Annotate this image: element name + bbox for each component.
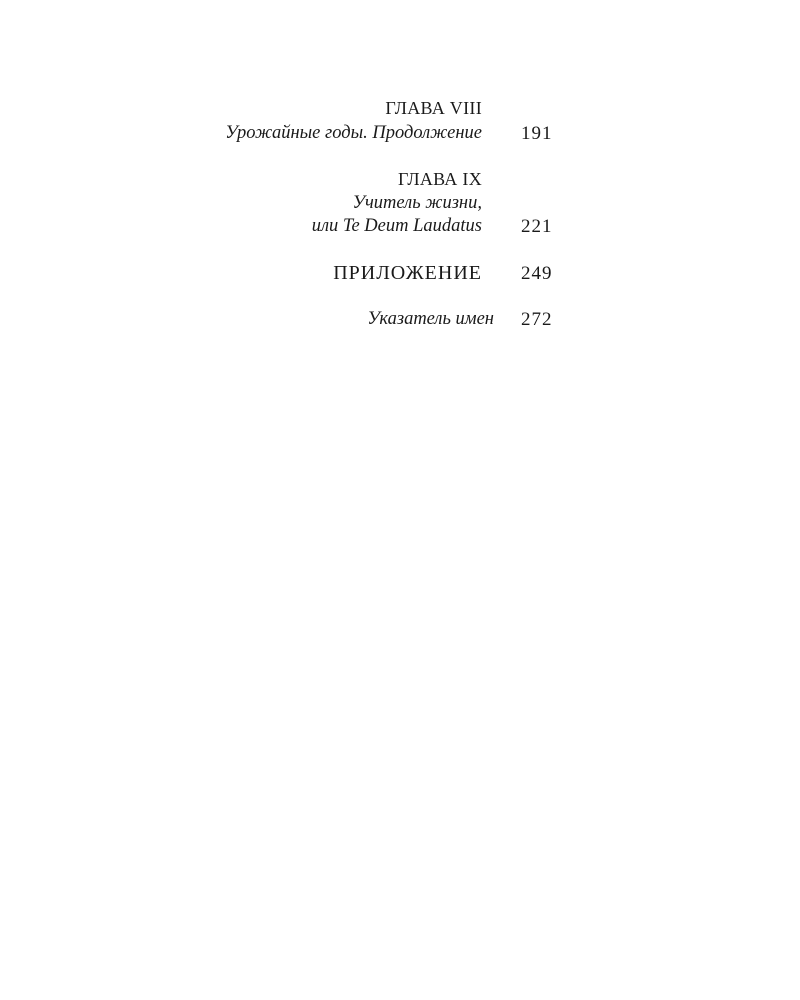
chapter-8-title: Урожайные годы. Продолжение (225, 123, 482, 143)
chapter-9-page-number: 221 (521, 216, 553, 237)
chapter-8-page-number: 191 (521, 123, 553, 144)
chapter-9-title-line-1: Учитель жизни, (352, 193, 482, 213)
appendix-title: ПРИЛОЖЕНИЕ (333, 262, 482, 284)
index-title: Указатель имен (367, 309, 494, 329)
chapter-8-heading: ГЛАВА VIII (385, 98, 482, 118)
index-page-number: 272 (521, 309, 553, 330)
appendix-page-number: 249 (521, 263, 553, 284)
chapter-9-heading: ГЛАВА IX (397, 169, 482, 189)
chapter-9-title-line-2: или Te Deum Laudatus (311, 216, 482, 236)
